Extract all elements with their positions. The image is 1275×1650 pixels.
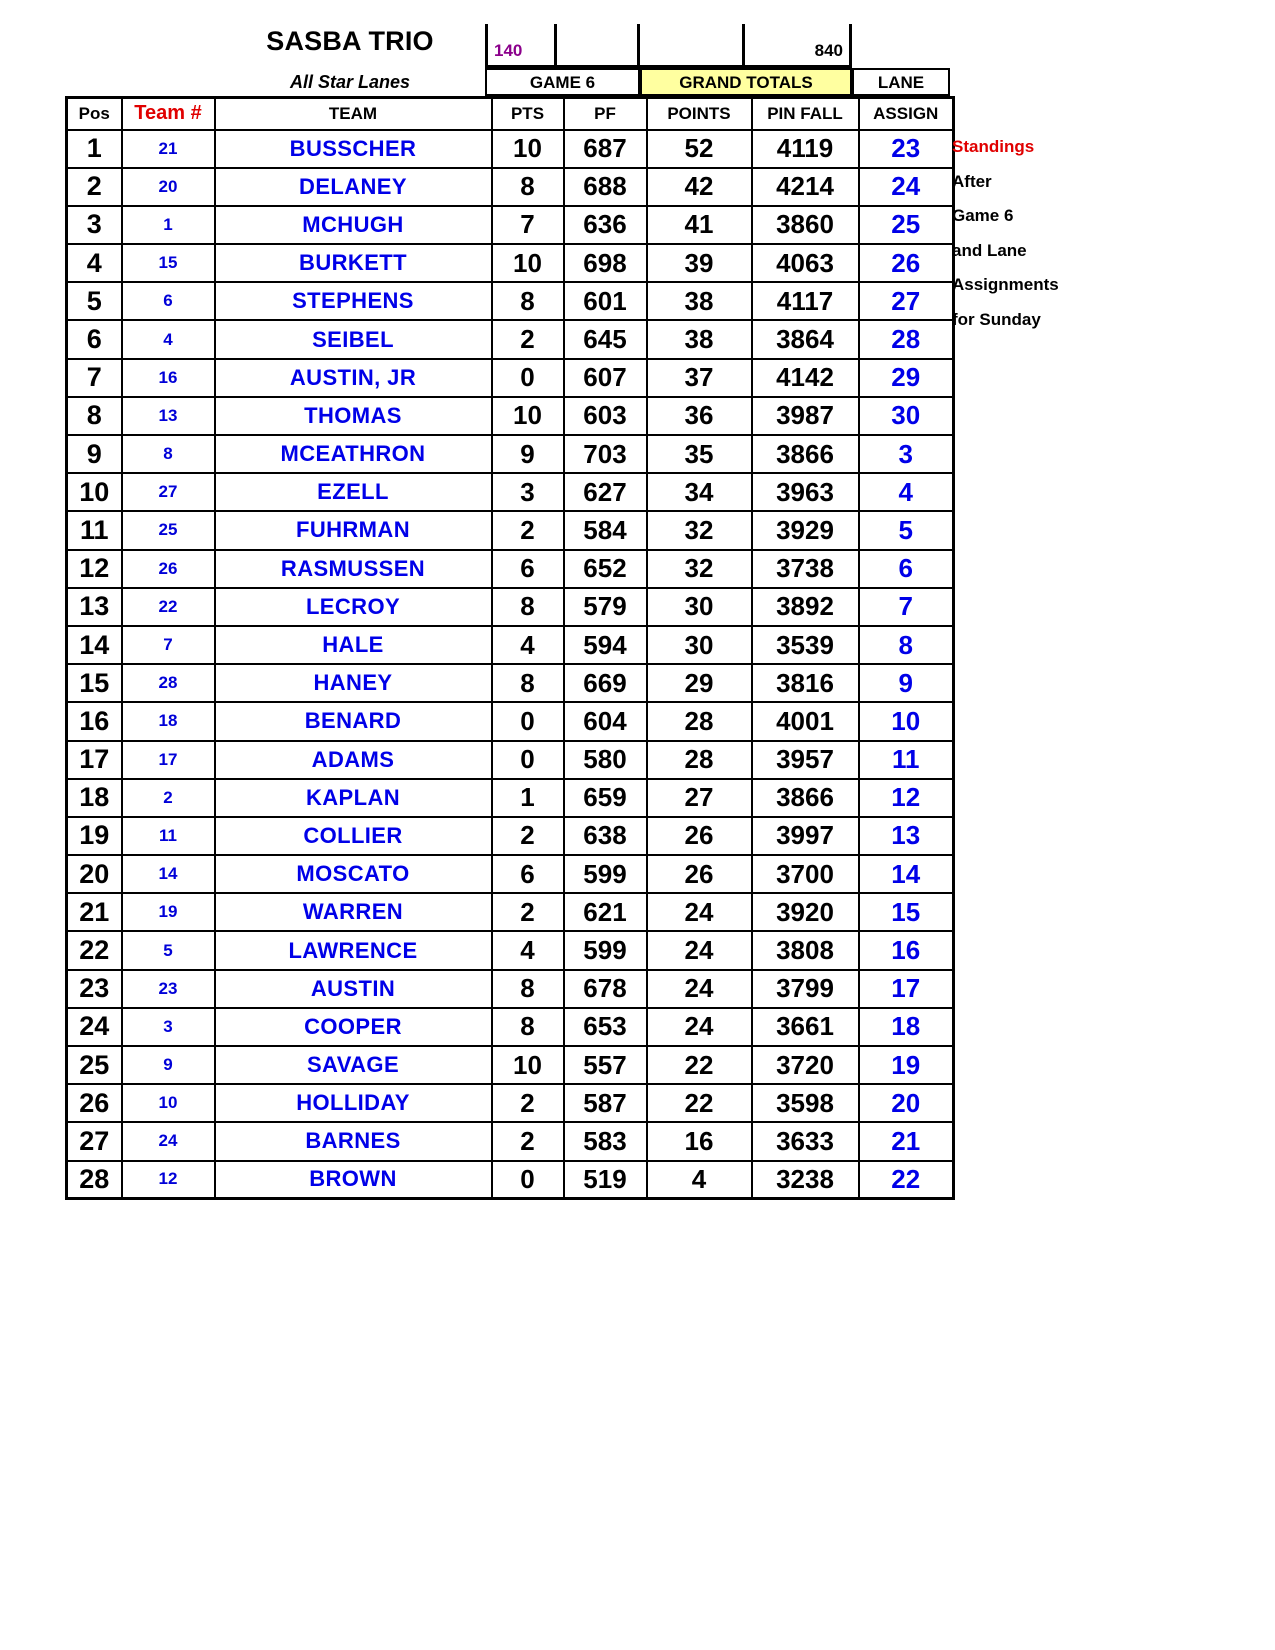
cell-game-points: 6 <box>492 550 564 588</box>
col-header-pos: Pos <box>67 98 122 130</box>
cell-game-pinfall: 645 <box>564 320 647 358</box>
points-column-blank-box <box>640 24 745 68</box>
cell-game-points: 2 <box>492 1084 564 1122</box>
cell-lane-assign: 30 <box>859 397 954 435</box>
cell-team-number: 22 <box>122 588 215 626</box>
cell-team-name: FUHRMAN <box>215 511 492 549</box>
cell-grand-pinfall: 3808 <box>752 931 859 969</box>
note-line: for Sunday <box>952 309 1041 329</box>
cell-lane-assign: 8 <box>859 626 954 664</box>
cell-game-points: 10 <box>492 397 564 435</box>
cell-position: 8 <box>67 397 122 435</box>
cell-team-name: BROWN <box>215 1161 492 1199</box>
cell-team-name: BURKETT <box>215 244 492 282</box>
cell-team-name: SAVAGE <box>215 1046 492 1084</box>
cell-position: 7 <box>67 359 122 397</box>
cell-position: 20 <box>67 855 122 893</box>
cell-team-number: 8 <box>122 435 215 473</box>
cell-team-name: HANEY <box>215 664 492 702</box>
cell-team-number: 11 <box>122 817 215 855</box>
cell-team-number: 6 <box>122 282 215 320</box>
cell-grand-points: 4 <box>647 1161 752 1199</box>
cell-lane-assign: 3 <box>859 435 954 473</box>
table-row <box>67 779 954 817</box>
cell-position: 27 <box>67 1122 122 1160</box>
cell-game-pinfall: 687 <box>564 130 647 168</box>
col-header-team: TEAM <box>215 98 492 130</box>
cell-grand-points: 30 <box>647 626 752 664</box>
cell-team-number: 19 <box>122 893 215 931</box>
cell-grand-points: 38 <box>647 282 752 320</box>
cell-lane-assign: 29 <box>859 359 954 397</box>
cell-position: 11 <box>67 511 122 549</box>
table-row <box>67 473 954 511</box>
cell-grand-points: 41 <box>647 206 752 244</box>
cell-team-number: 14 <box>122 855 215 893</box>
cell-position: 12 <box>67 550 122 588</box>
cell-grand-points: 29 <box>647 664 752 702</box>
cell-grand-points: 16 <box>647 1122 752 1160</box>
side-notes <box>952 130 1252 337</box>
table-row <box>67 320 954 358</box>
cell-game-pinfall: 557 <box>564 1046 647 1084</box>
cell-grand-pinfall: 4117 <box>752 282 859 320</box>
cell-game-points: 7 <box>492 206 564 244</box>
cell-grand-pinfall: 4142 <box>752 359 859 397</box>
venue-subtitle: All Star Lanes <box>289 72 411 92</box>
cell-position: 15 <box>67 664 122 702</box>
cell-team-number: 18 <box>122 702 215 740</box>
band-grand-totals: GRAND TOTALS <box>640 68 852 96</box>
sheet-header <box>65 12 950 96</box>
cell-team-name: MCEATHRON <box>215 435 492 473</box>
cell-game-pinfall: 621 <box>564 893 647 931</box>
table-row <box>67 931 954 969</box>
table-row <box>67 664 954 702</box>
pinfall-column-total-box <box>745 24 852 68</box>
cell-grand-pinfall: 3238 <box>752 1161 859 1199</box>
cell-position: 9 <box>67 435 122 473</box>
cell-team-number: 24 <box>122 1122 215 1160</box>
cell-grand-points: 24 <box>647 1008 752 1046</box>
standings-table <box>65 96 955 1200</box>
cell-lane-assign: 22 <box>859 1161 954 1199</box>
cell-team-name: RASMUSSEN <box>215 550 492 588</box>
pts-column-total: 140 <box>494 41 523 60</box>
cell-game-points: 0 <box>492 359 564 397</box>
cell-position: 28 <box>67 1161 122 1199</box>
cell-game-points: 4 <box>492 626 564 664</box>
table-row <box>67 206 954 244</box>
cell-game-points: 8 <box>492 588 564 626</box>
table-row <box>67 130 954 168</box>
cell-lane-assign: 14 <box>859 855 954 893</box>
cell-position: 4 <box>67 244 122 282</box>
cell-team-name: DELANEY <box>215 168 492 206</box>
table-row <box>67 397 954 435</box>
cell-lane-assign: 5 <box>859 511 954 549</box>
cell-game-points: 9 <box>492 435 564 473</box>
cell-team-name: ADAMS <box>215 741 492 779</box>
cell-team-number: 20 <box>122 168 215 206</box>
table-row <box>67 168 954 206</box>
cell-team-number: 3 <box>122 1008 215 1046</box>
cell-game-pinfall: 519 <box>564 1161 647 1199</box>
cell-team-name: LECROY <box>215 588 492 626</box>
cell-team-name: COOPER <box>215 1008 492 1046</box>
cell-grand-pinfall: 3957 <box>752 741 859 779</box>
cell-game-pinfall: 587 <box>564 1084 647 1122</box>
cell-game-points: 1 <box>492 779 564 817</box>
cell-team-number: 17 <box>122 741 215 779</box>
cell-game-points: 2 <box>492 320 564 358</box>
cell-lane-assign: 27 <box>859 282 954 320</box>
cell-game-pinfall: 584 <box>564 511 647 549</box>
page-title: SASBA TRIO <box>266 26 434 56</box>
cell-position: 18 <box>67 779 122 817</box>
cell-team-name: HOLLIDAY <box>215 1084 492 1122</box>
cell-game-points: 4 <box>492 931 564 969</box>
cell-grand-pinfall: 4001 <box>752 702 859 740</box>
col-header-pts: PTS <box>492 98 564 130</box>
cell-game-pinfall: 580 <box>564 741 647 779</box>
cell-team-number: 7 <box>122 626 215 664</box>
cell-grand-pinfall: 3963 <box>752 473 859 511</box>
cell-game-points: 0 <box>492 702 564 740</box>
cell-team-number: 21 <box>122 130 215 168</box>
cell-lane-assign: 6 <box>859 550 954 588</box>
cell-lane-assign: 7 <box>859 588 954 626</box>
band-lane: LANE <box>852 68 950 96</box>
table-row <box>67 1008 954 1046</box>
table-row <box>67 359 954 397</box>
cell-lane-assign: 24 <box>859 168 954 206</box>
cell-lane-assign: 25 <box>859 206 954 244</box>
cell-grand-points: 37 <box>647 359 752 397</box>
cell-game-points: 8 <box>492 970 564 1008</box>
table-body <box>67 130 954 1199</box>
cell-game-points: 6 <box>492 855 564 893</box>
cell-game-points: 0 <box>492 741 564 779</box>
table-row <box>67 1084 954 1122</box>
cell-lane-assign: 4 <box>859 473 954 511</box>
cell-lane-assign: 18 <box>859 1008 954 1046</box>
cell-grand-pinfall: 3920 <box>752 893 859 931</box>
note-line: After <box>952 171 992 191</box>
table-row <box>67 1046 954 1084</box>
cell-game-points: 10 <box>492 130 564 168</box>
cell-position: 22 <box>67 931 122 969</box>
cell-team-name: KAPLAN <box>215 779 492 817</box>
cell-grand-points: 22 <box>647 1046 752 1084</box>
cell-grand-points: 39 <box>647 244 752 282</box>
note-line: Standings <box>952 137 1035 156</box>
cell-team-number: 28 <box>122 664 215 702</box>
cell-team-name: COLLIER <box>215 817 492 855</box>
cell-team-name: MOSCATO <box>215 855 492 893</box>
table-header-row <box>67 98 954 130</box>
cell-grand-points: 32 <box>647 511 752 549</box>
cell-team-number: 10 <box>122 1084 215 1122</box>
cell-grand-points: 36 <box>647 397 752 435</box>
cell-lane-assign: 15 <box>859 893 954 931</box>
cell-grand-pinfall: 3720 <box>752 1046 859 1084</box>
cell-game-pinfall: 599 <box>564 931 647 969</box>
cell-game-pinfall: 703 <box>564 435 647 473</box>
cell-game-pinfall: 688 <box>564 168 647 206</box>
cell-game-pinfall: 636 <box>564 206 647 244</box>
note-line: Game 6 <box>952 206 1014 225</box>
cell-game-points: 10 <box>492 244 564 282</box>
cell-team-number: 16 <box>122 359 215 397</box>
table-row <box>67 626 954 664</box>
cell-game-points: 8 <box>492 664 564 702</box>
table-row <box>67 244 954 282</box>
col-header-points: POINTS <box>647 98 752 130</box>
cell-grand-points: 28 <box>647 702 752 740</box>
cell-lane-assign: 9 <box>859 664 954 702</box>
cell-lane-assign: 19 <box>859 1046 954 1084</box>
cell-grand-pinfall: 3892 <box>752 588 859 626</box>
cell-grand-pinfall: 3929 <box>752 511 859 549</box>
cell-grand-pinfall: 3860 <box>752 206 859 244</box>
cell-team-name: HALE <box>215 626 492 664</box>
cell-game-points: 2 <box>492 893 564 931</box>
cell-grand-pinfall: 3700 <box>752 855 859 893</box>
cell-game-pinfall: 601 <box>564 282 647 320</box>
table-row <box>67 282 954 320</box>
cell-game-points: 2 <box>492 1122 564 1160</box>
cell-grand-pinfall: 3661 <box>752 1008 859 1046</box>
cell-game-pinfall: 603 <box>564 397 647 435</box>
cell-game-pinfall: 678 <box>564 970 647 1008</box>
cell-position: 5 <box>67 282 122 320</box>
cell-game-pinfall: 594 <box>564 626 647 664</box>
table-row <box>67 741 954 779</box>
col-header-assign: ASSIGN <box>859 98 954 130</box>
cell-grand-points: 52 <box>647 130 752 168</box>
cell-grand-points: 26 <box>647 817 752 855</box>
cell-grand-points: 32 <box>647 550 752 588</box>
table-row <box>67 588 954 626</box>
cell-game-points: 8 <box>492 1008 564 1046</box>
cell-game-points: 10 <box>492 1046 564 1084</box>
cell-position: 16 <box>67 702 122 740</box>
cell-grand-points: 38 <box>647 320 752 358</box>
cell-grand-points: 42 <box>647 168 752 206</box>
pf-column-blank-box <box>557 24 640 68</box>
cell-grand-pinfall: 3816 <box>752 664 859 702</box>
cell-grand-pinfall: 3539 <box>752 626 859 664</box>
cell-team-name: STEPHENS <box>215 282 492 320</box>
cell-grand-points: 27 <box>647 779 752 817</box>
table-row <box>67 1122 954 1160</box>
cell-game-points: 3 <box>492 473 564 511</box>
cell-grand-pinfall: 4063 <box>752 244 859 282</box>
col-header-pin-fall: PIN FALL <box>752 98 859 130</box>
cell-grand-pinfall: 3799 <box>752 970 859 1008</box>
cell-team-number: 4 <box>122 320 215 358</box>
note-line: and Lane <box>952 240 1027 260</box>
cell-position: 10 <box>67 473 122 511</box>
table-row <box>67 550 954 588</box>
cell-game-points: 0 <box>492 1161 564 1199</box>
cell-game-pinfall: 659 <box>564 779 647 817</box>
cell-grand-pinfall: 3987 <box>752 397 859 435</box>
cell-lane-assign: 16 <box>859 931 954 969</box>
note-line: Assignments <box>952 275 1059 294</box>
cell-game-pinfall: 652 <box>564 550 647 588</box>
table-row <box>67 511 954 549</box>
cell-grand-points: 35 <box>647 435 752 473</box>
cell-game-points: 8 <box>492 282 564 320</box>
table-row <box>67 970 954 1008</box>
cell-lane-assign: 21 <box>859 1122 954 1160</box>
table-row <box>67 702 954 740</box>
cell-grand-pinfall: 3738 <box>752 550 859 588</box>
cell-lane-assign: 17 <box>859 970 954 1008</box>
cell-game-pinfall: 607 <box>564 359 647 397</box>
cell-team-number: 5 <box>122 931 215 969</box>
cell-position: 17 <box>67 741 122 779</box>
cell-position: 1 <box>67 130 122 168</box>
cell-team-name: SEIBEL <box>215 320 492 358</box>
cell-lane-assign: 12 <box>859 779 954 817</box>
cell-game-points: 2 <box>492 511 564 549</box>
cell-grand-pinfall: 3997 <box>752 817 859 855</box>
table-row <box>67 435 954 473</box>
pinfall-column-total: 840 <box>814 41 843 60</box>
cell-position: 23 <box>67 970 122 1008</box>
cell-team-number: 15 <box>122 244 215 282</box>
cell-lane-assign: 13 <box>859 817 954 855</box>
cell-team-number: 2 <box>122 779 215 817</box>
cell-game-pinfall: 604 <box>564 702 647 740</box>
cell-team-name: BENARD <box>215 702 492 740</box>
cell-position: 19 <box>67 817 122 855</box>
cell-position: 13 <box>67 588 122 626</box>
cell-game-pinfall: 599 <box>564 855 647 893</box>
cell-game-points: 2 <box>492 817 564 855</box>
cell-team-number: 9 <box>122 1046 215 1084</box>
cell-team-number: 27 <box>122 473 215 511</box>
cell-grand-points: 30 <box>647 588 752 626</box>
cell-position: 21 <box>67 893 122 931</box>
table-row <box>67 817 954 855</box>
cell-lane-assign: 10 <box>859 702 954 740</box>
table-row <box>67 855 954 893</box>
cell-lane-assign: 26 <box>859 244 954 282</box>
cell-grand-pinfall: 4214 <box>752 168 859 206</box>
cell-position: 6 <box>67 320 122 358</box>
cell-game-points: 8 <box>492 168 564 206</box>
cell-position: 2 <box>67 168 122 206</box>
table-row <box>67 1161 954 1199</box>
cell-team-name: EZELL <box>215 473 492 511</box>
cell-game-pinfall: 627 <box>564 473 647 511</box>
cell-team-name: WARREN <box>215 893 492 931</box>
table-row <box>67 893 954 931</box>
cell-team-number: 25 <box>122 511 215 549</box>
cell-lane-assign: 11 <box>859 741 954 779</box>
cell-position: 25 <box>67 1046 122 1084</box>
cell-team-number: 13 <box>122 397 215 435</box>
cell-grand-points: 34 <box>647 473 752 511</box>
cell-grand-pinfall: 3633 <box>752 1122 859 1160</box>
cell-game-pinfall: 669 <box>564 664 647 702</box>
cell-team-name: BUSSCHER <box>215 130 492 168</box>
cell-position: 24 <box>67 1008 122 1046</box>
cell-grand-pinfall: 3864 <box>752 320 859 358</box>
cell-position: 26 <box>67 1084 122 1122</box>
cell-team-number: 26 <box>122 550 215 588</box>
cell-team-name: LAWRENCE <box>215 931 492 969</box>
cell-grand-pinfall: 3866 <box>752 435 859 473</box>
cell-grand-points: 24 <box>647 970 752 1008</box>
cell-team-number: 12 <box>122 1161 215 1199</box>
cell-team-name: AUSTIN, JR <box>215 359 492 397</box>
cell-team-name: MCHUGH <box>215 206 492 244</box>
cell-team-name: BARNES <box>215 1122 492 1160</box>
cell-lane-assign: 20 <box>859 1084 954 1122</box>
cell-grand-points: 24 <box>647 931 752 969</box>
cell-game-pinfall: 579 <box>564 588 647 626</box>
cell-grand-pinfall: 3866 <box>752 779 859 817</box>
cell-team-number: 23 <box>122 970 215 1008</box>
cell-grand-points: 24 <box>647 893 752 931</box>
cell-lane-assign: 28 <box>859 320 954 358</box>
cell-game-pinfall: 583 <box>564 1122 647 1160</box>
cell-grand-points: 28 <box>647 741 752 779</box>
band-game: GAME 6 <box>485 68 640 96</box>
cell-lane-assign: 23 <box>859 130 954 168</box>
cell-game-pinfall: 638 <box>564 817 647 855</box>
cell-grand-pinfall: 4119 <box>752 130 859 168</box>
cell-grand-points: 22 <box>647 1084 752 1122</box>
cell-game-pinfall: 653 <box>564 1008 647 1046</box>
cell-team-name: AUSTIN <box>215 970 492 1008</box>
cell-team-number: 1 <box>122 206 215 244</box>
col-header-pf: PF <box>564 98 647 130</box>
cell-grand-pinfall: 3598 <box>752 1084 859 1122</box>
cell-position: 3 <box>67 206 122 244</box>
cell-grand-points: 26 <box>647 855 752 893</box>
cell-game-pinfall: 698 <box>564 244 647 282</box>
pts-column-total-box <box>485 24 557 68</box>
cell-team-name: THOMAS <box>215 397 492 435</box>
col-header-team-number: Team # <box>122 98 215 130</box>
cell-position: 14 <box>67 626 122 664</box>
